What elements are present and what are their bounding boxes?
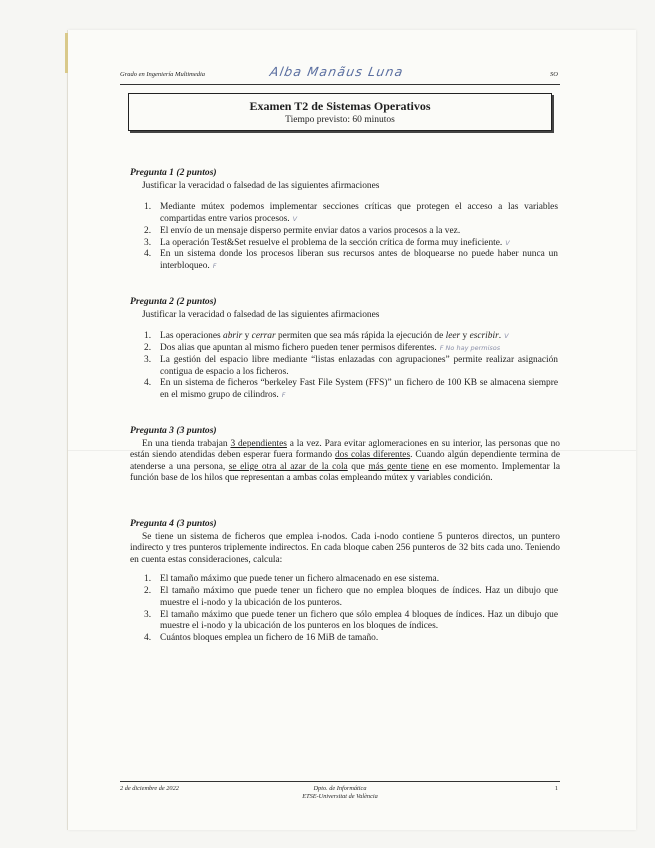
underlined-phrase: más gente tiene	[368, 461, 430, 472]
handwritten-mark: F	[281, 391, 286, 400]
question-title: Pregunta 1 (2 puntos)	[130, 167, 217, 178]
exam-title-box	[128, 93, 552, 131]
list-item: 2. El tamaño máximo que puede tener un fichero que no emplea bloques de índices. Haz un dibujo que muestre el i-nodo y la ubicación de los punteros.	[144, 586, 558, 608]
student-name: Alba Manãus Luna	[268, 64, 406, 79]
list-item: 1. Mediante mútex podemos implementar secciones críticas que protegen el acceso a las variables compartidas entre varios procesos. V	[144, 202, 558, 224]
question-title: Pregunta 3 (3 puntos)	[130, 425, 217, 436]
course-code: SO	[550, 71, 558, 78]
statement-list	[144, 202, 558, 272]
question-title: Pregunta 4 (3 puntos)	[130, 518, 217, 529]
question-intro: Justificar la veracidad o falsedad de las siguientes afirmaciones	[142, 309, 380, 320]
list-item: 3. El tamaño máximo que puede tener un fichero que sólo emplea 4 bloques de índices. Haz un dibujo que muestre el i-nodo y la ubicación de los punteros en los bloques de índices.	[144, 609, 558, 632]
task-list	[144, 574, 558, 644]
handwritten-mark: V	[292, 214, 298, 223]
question-body: En una tienda trabajan 3 dependientes a la vez. Para evitar aglomeraciones en su interior, las personas que no están siendo atendidas deben esperar fuera formando dos colas diferentes. Cuando algún dependiente termina de atenderse a una persona, se elige otra al azar de la cola que más gente tiene en ese momento. Implementar la función base de los hilos que representan a ambas colas empleando mútex y variables condición.	[130, 438, 560, 484]
question-1	[130, 167, 560, 273]
page-number: 1	[554, 785, 558, 792]
department-info: Dpto. de Informática ETSE-Universitat de València	[302, 785, 378, 800]
list-item: 2. El envío de un mensaje disperso permite enviar datos a varios procesos a la vez.	[144, 225, 461, 236]
exam-date: 2 de diciembre de 2022	[120, 785, 179, 792]
underlined-phrase: 3 dependientes	[230, 438, 287, 449]
question-intro: Justificar la veracidad o falsedad de las siguientes afirmaciones	[142, 180, 380, 191]
handwritten-mark: F No hay permisos	[439, 344, 501, 353]
question-3	[130, 425, 560, 485]
list-item: 3. La operación Test&Set resuelve el problema de la sección crítica de forma muy ineficiente. V	[144, 237, 510, 248]
underlined-phrase: dos colas diferentes	[334, 450, 411, 461]
question-2	[130, 296, 560, 402]
exam-duration: Tiempo previsto: 60 minutos	[285, 115, 395, 125]
question-title: Pregunta 2 (2 puntos)	[130, 296, 217, 307]
statement-list	[144, 331, 558, 401]
question-body: Se tiene un sistema de ficheros que emplea i-nodos. Cada i-nodo contiene 5 punteros directos, un puntero indirecto y tres punteros triplemente indirectos. En cada bloque caben 256 punteros de 32 bits cada uno. Teniendo en cuenta estas consideraciones, calcula:	[130, 531, 560, 565]
list-item: 1. Las operaciones abrir y cerrar permiten que sea más rápida la ejecución de leer y escribir. V	[144, 331, 509, 342]
page-footer	[120, 781, 560, 801]
program-label: Grado en Ingeniería Multimedia	[120, 71, 206, 78]
list-item: 4. En un sistema de ficheros “berkeley Fast File System (FFS)” un fichero de 100 KB se almacena siempre en el mismo grupo de cilindros. F	[144, 378, 558, 401]
exam-title: Examen T2 de Sistemas Operativos	[249, 99, 431, 113]
handwritten-mark: F	[212, 262, 217, 271]
page-header	[120, 64, 560, 85]
list-item: 3. La gestión del espacio libre mediante “listas enlazadas con agrupaciones” permite realizar asignación contigua de espacio a los ficheros.	[144, 354, 558, 377]
list-item: 2. Dos alias que apuntan al mismo fichero pueden tener permisos diferentes. F No hay permisos	[144, 343, 501, 354]
question-4	[130, 518, 560, 645]
handwritten-mark: V	[504, 332, 509, 341]
list-item: 4. En un sistema donde los procesos liberan sus recursos antes de bloquearse no puede haber nunca un interbloqueo. F	[144, 249, 558, 272]
list-item: 4. Cuántos bloques emplea un fichero de 16 MiB de tamaño.	[144, 633, 379, 644]
handwritten-mark: V	[505, 238, 510, 247]
underlined-phrase: se elige otra al azar de la cola	[228, 461, 348, 472]
list-item: 1. El tamaño máximo que puede tener un fichero almacenado en ese sistema.	[144, 574, 440, 585]
